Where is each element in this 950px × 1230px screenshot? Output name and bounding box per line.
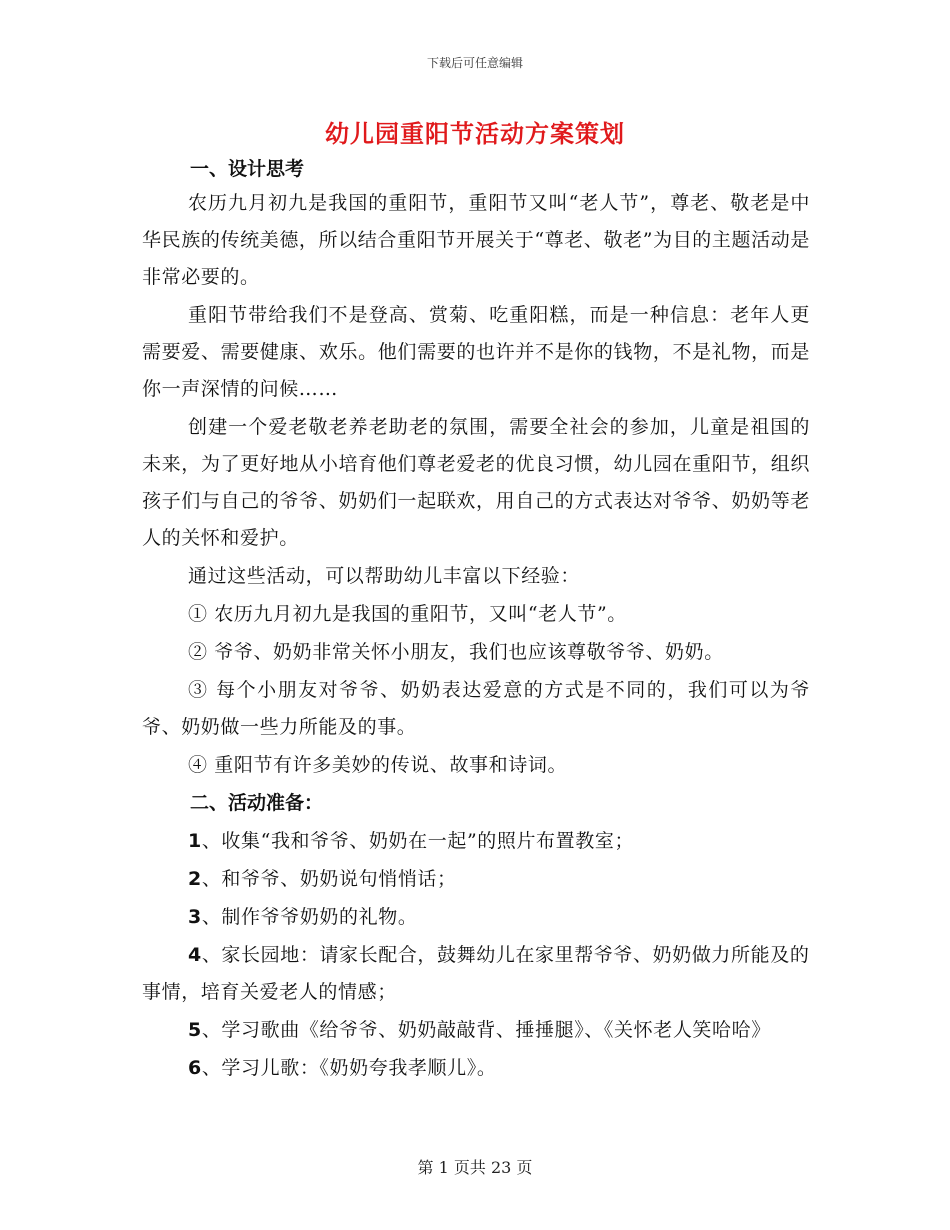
document-title: 幼儿园重阳节活动方案策划 — [325, 119, 625, 148]
paragraph: 农历九月初九是我国的重阳节，重阳节又叫“老人节”，尊老、敬老是中华民族的传统美德，所以结合重阳节开展关于“尊老、敬老”为目的主题活动是非常必要的。 — [142, 192, 810, 288]
experience-item: ③ 每个小朋友对爷爷、奶奶表达爱意的方式是不同的，我们可以为爷爷、奶奶做一些力所能及的事。 — [142, 679, 810, 738]
preparation-item — [142, 823, 810, 860]
document-body — [142, 154, 810, 1087]
preparation-item — [142, 861, 810, 898]
item-text: 、收集“我和爷爷、奶奶在一起”的照片布置教室； — [201, 830, 635, 852]
page-footer: 第 1 页共 23 页 — [417, 1158, 533, 1177]
paragraph: 通过这些活动，可以帮助幼儿丰富以下经验： — [188, 565, 581, 587]
item-number: 3 — [188, 906, 202, 928]
preparation-item — [142, 1050, 810, 1087]
item-text: 、学习儿歌：《奶奶夸我孝顺儿》。 — [201, 1057, 497, 1079]
item-number: 4 — [188, 944, 202, 966]
experience-item: ④ 重阳节有许多美妙的传说、故事和诗词。 — [188, 754, 568, 776]
section-heading-preparation: 二、活动准备： — [190, 792, 324, 814]
item-text: 、学习歌曲《给爷爷、奶奶敲敲背、捶捶腿》、《关怀老人笑哈哈》 — [201, 1019, 771, 1041]
item-text: 、和爷爷、奶奶说句悄悄话； — [201, 868, 457, 890]
preparation-item — [142, 1012, 810, 1049]
preparation-item — [142, 899, 810, 936]
paragraph: 创建一个爱老敬老养老助老的氛围，需要全社会的参加，儿童是祖国的未来，为了更好地从小培育他们尊老爱老的优良习惯，幼儿园在重阳节，组织孩子们与自己的爷爷、奶奶们一起联欢，用自己的方式表达对爷爷、奶奶等老人的关怀和爱护。 — [142, 416, 810, 549]
item-number: 6 — [188, 1057, 202, 1079]
experience-item: ② 爷爷、奶奶非常关怀小朋友，我们也应该尊敬爷爷、奶奶。 — [188, 641, 724, 663]
item-number: 2 — [188, 868, 202, 890]
item-text: 、制作爷爷奶奶的礼物。 — [201, 906, 418, 928]
page-header: 下载后可任意编辑 — [426, 56, 523, 70]
section-heading-design: 一、设计思考 — [190, 158, 305, 180]
paragraph: 重阳节带给我们不是登高、赏菊、吃重阳糕，而是一种信息：老年人更需要爱、需要健康、欢乐。他们需要的也许并不是你的钱物，不是礼物，而是你一声深情的问候…… — [142, 304, 810, 400]
item-text: 、家长园地：请家长配合，鼓舞幼儿在家里帮爷爷、奶奶做力所能及的事情，培育关爱老人的情感； — [142, 944, 810, 1003]
item-number: 1 — [188, 830, 202, 852]
experience-item: ① 农历九月初九是我国的重阳节，又叫“老人节”。 — [188, 603, 627, 625]
item-number: 5 — [188, 1019, 202, 1041]
preparation-item — [142, 937, 810, 1011]
